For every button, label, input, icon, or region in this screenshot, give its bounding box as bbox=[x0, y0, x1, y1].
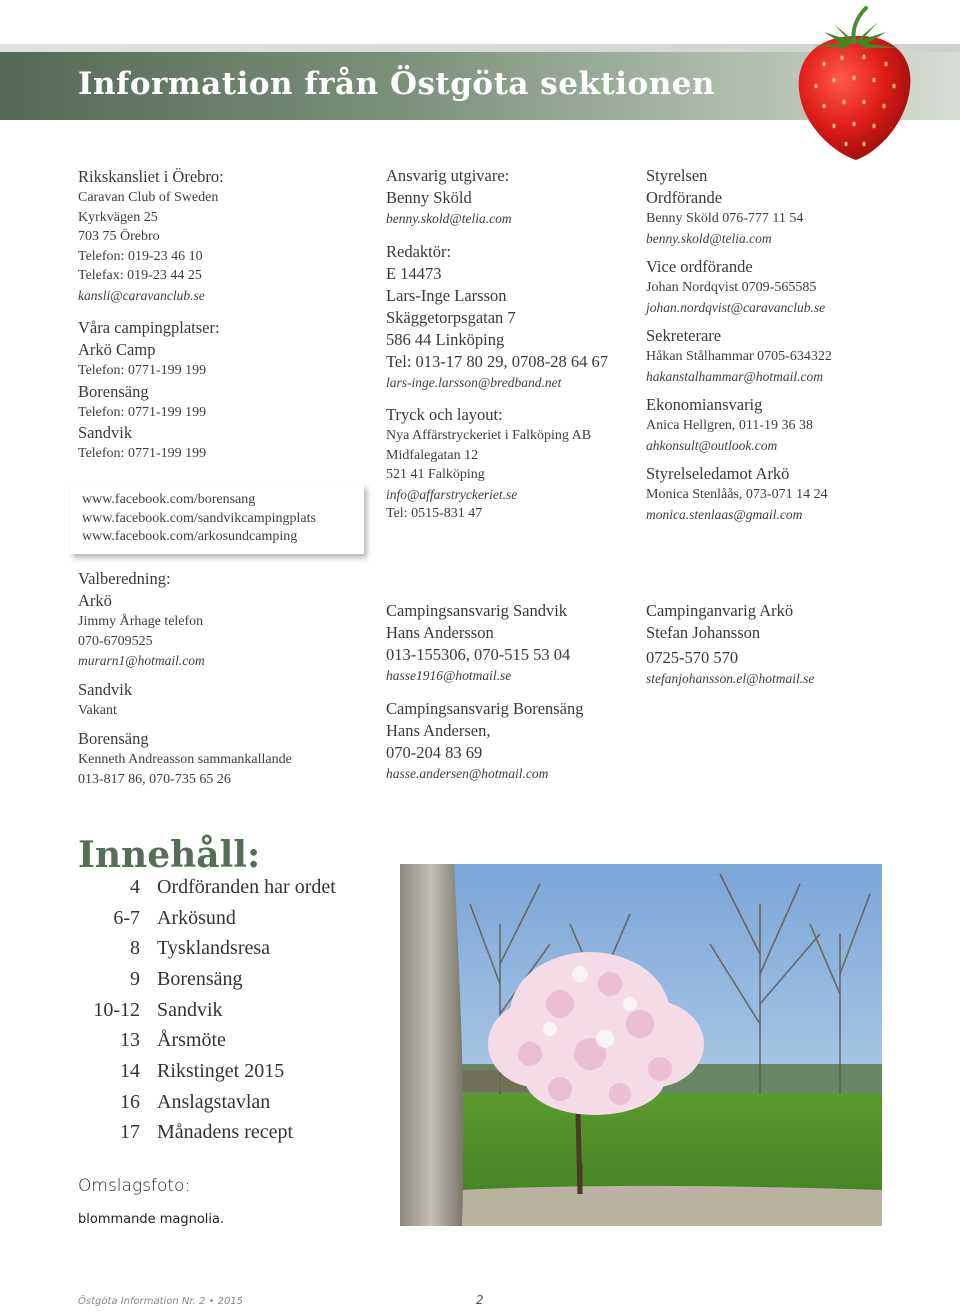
arko-contact-heading: Campinganvarig Arkö bbox=[646, 601, 794, 620]
toc-list bbox=[78, 872, 336, 1148]
board-email[interactable]: benny.skold@telia.com bbox=[646, 230, 772, 246]
rikskansliet-line: Telefon: 019-23 46 10 bbox=[78, 248, 203, 264]
redaktor-line: Skäggetorpsgatan 7 bbox=[386, 307, 516, 327]
toc-page: 4 bbox=[130, 875, 140, 898]
styrelsen-heading: Styrelsen bbox=[646, 166, 708, 185]
toc-text: Månadens recept bbox=[157, 1121, 294, 1144]
valberedning-section bbox=[78, 568, 368, 789]
middle-campsite-contacts bbox=[386, 600, 646, 783]
toc-item[interactable] bbox=[78, 1025, 336, 1056]
toc-item[interactable] bbox=[78, 872, 336, 903]
facebook-link[interactable]: www.facebook.com/borensang bbox=[82, 492, 256, 507]
rikskansliet-line: Caravan Club of Sweden bbox=[78, 190, 219, 205]
ansvarig-name: Benny Sköld bbox=[386, 188, 472, 207]
ansvarig-email[interactable]: benny.skold@telia.com bbox=[386, 211, 512, 226]
sandvik-contact-name: Hans Andersson bbox=[386, 623, 494, 642]
toc-item[interactable] bbox=[78, 1118, 336, 1149]
board-role: Sekreterare bbox=[646, 326, 722, 345]
arko-contact bbox=[646, 600, 936, 689]
toc-page: 16 bbox=[120, 1090, 140, 1113]
board-email[interactable]: monica.stenlaas@gmail.com bbox=[646, 506, 803, 522]
campsite-phone: Telefon: 0771-199 199 bbox=[78, 404, 207, 420]
arko-contact-name: Stefan Johansson bbox=[646, 623, 761, 642]
toc-page: 6-7 bbox=[113, 906, 140, 929]
campsite-name: Sandvik bbox=[78, 423, 133, 442]
valberedning-arko-name: Arkö bbox=[78, 591, 112, 610]
rikskansliet-email[interactable]: kansli@caravanclub.se bbox=[78, 287, 205, 303]
toc-text: Borensäng bbox=[157, 967, 243, 990]
board-role: Ordförande bbox=[646, 188, 723, 207]
left-column bbox=[78, 166, 368, 464]
toc-page: 10-12 bbox=[93, 998, 140, 1021]
board-role: Styrelseledamot Arkö bbox=[646, 464, 790, 483]
redaktor-line: E 14473 bbox=[386, 263, 442, 283]
page-number: 2 bbox=[476, 1293, 484, 1307]
tryck-email[interactable]: info@affarstryckeriet.se bbox=[386, 486, 518, 502]
toc-page: 9 bbox=[130, 967, 140, 990]
board-person: Monica Stenlåås, 073-071 14 24 bbox=[646, 487, 828, 502]
facebook-link[interactable]: www.facebook.com/arkosundcamping bbox=[82, 529, 298, 544]
magnolia-photo bbox=[400, 864, 882, 1226]
toc-item[interactable] bbox=[78, 1087, 336, 1118]
toc-text: Tysklandsresa bbox=[157, 937, 271, 960]
tryck-heading: Tryck och layout: bbox=[386, 405, 503, 424]
toc-text: Anslagstavlan bbox=[157, 1090, 271, 1113]
page-title: Information från Östgöta sektionen bbox=[78, 66, 716, 102]
toc-page: 14 bbox=[120, 1059, 140, 1082]
valberedning-sandvik-value: Vakant bbox=[78, 702, 117, 718]
valberedning-borensang-line: Kenneth Andreasson sammankallande bbox=[78, 752, 292, 767]
board-person: Johan Nordqvist 0709-565585 bbox=[646, 280, 817, 295]
valberedning-arko-line: Jimmy Århage telefon bbox=[78, 614, 204, 629]
toc-text: Sandvik bbox=[157, 998, 223, 1021]
board-email[interactable]: ahkonsult@outlook.com bbox=[646, 437, 778, 453]
board-person: Benny Sköld 076-777 11 54 bbox=[646, 211, 804, 226]
toc-text: Ordföranden har ordet bbox=[157, 875, 336, 898]
valberedning-borensang-name: Borensäng bbox=[78, 729, 149, 748]
valberedning-arko-line: 070-6709525 bbox=[78, 633, 153, 649]
toc-page: 13 bbox=[120, 1029, 140, 1052]
toc-text: Årsmöte bbox=[157, 1029, 226, 1052]
borensang-contact-phone: 070-204 83 69 bbox=[386, 742, 483, 762]
middle-column bbox=[386, 165, 636, 524]
ansvarig-heading: Ansvarig utgivare: bbox=[386, 166, 510, 185]
tryck-line: 521 41 Falköping bbox=[386, 467, 485, 482]
campsite-name: Borensäng bbox=[78, 381, 149, 401]
cover-photo-text: blommande magnolia. bbox=[78, 1212, 225, 1227]
facebook-link[interactable]: www.facebook.com/sandvikcampingplats bbox=[82, 510, 316, 526]
board-email[interactable]: hakanstalhammar@hotmail.com bbox=[646, 368, 824, 384]
cover-photo-label: Omslagsfoto: bbox=[78, 1176, 191, 1196]
redaktor-line: 586 44 Linköping bbox=[386, 329, 505, 349]
toc-item[interactable] bbox=[78, 903, 336, 934]
toc-page: 17 bbox=[120, 1121, 140, 1144]
strawberry-image bbox=[794, 2, 916, 164]
borensang-contact-name: Hans Andersen, bbox=[386, 720, 491, 740]
toc-text: Arkösund bbox=[157, 906, 236, 929]
borensang-contact-heading: Campingsansvarig Borensäng bbox=[386, 698, 584, 718]
toc-item[interactable] bbox=[78, 1056, 336, 1087]
arko-contact-phone: 0725-570 570 bbox=[646, 648, 739, 667]
tryck-tel: Tel: 0515-831 47 bbox=[386, 506, 483, 521]
right-column bbox=[646, 165, 946, 524]
valberedning-sandvik-name: Sandvik bbox=[78, 679, 133, 699]
rikskansliet-heading: Rikskansliet i Örebro: bbox=[78, 167, 224, 186]
tryck-line: Midfalegatan 12 bbox=[386, 447, 479, 463]
footer-text: Östgöta Information Nr. 2 • 2015 bbox=[78, 1296, 244, 1307]
tryck-line: Nya Affärstryckeriet i Falköping AB bbox=[386, 428, 592, 443]
rikskansliet-line: Kyrkvägen 25 bbox=[78, 209, 158, 225]
campsites-heading: Våra campingplatser: bbox=[78, 318, 220, 337]
campsite-phone: Telefon: 0771-199 199 bbox=[78, 363, 207, 378]
redaktor-line: Lars-Inge Larsson bbox=[386, 285, 507, 305]
toc-text: Rikstinget 2015 bbox=[157, 1059, 285, 1082]
toc-title: Innehåll: bbox=[78, 834, 261, 876]
valberedning-arko-email[interactable]: murarn1@hotmail.com bbox=[78, 653, 205, 668]
redaktor-line: Tel: 013-17 80 29, 0708-28 64 67 bbox=[386, 351, 609, 371]
toc-item[interactable] bbox=[78, 995, 336, 1026]
sandvik-contact-phone: 013-155306, 070-515 53 04 bbox=[386, 645, 571, 664]
valberedning-heading: Valberedning: bbox=[78, 569, 171, 588]
board-email[interactable]: johan.nordqvist@caravanclub.se bbox=[646, 299, 826, 315]
redaktor-heading: Redaktör: bbox=[386, 241, 452, 261]
valberedning-borensang-line: 013-817 86, 070-735 65 26 bbox=[78, 771, 231, 787]
campsite-name: Arkö Camp bbox=[78, 340, 156, 359]
sandvik-contact-email[interactable]: hasse1916@hotmail.se bbox=[386, 668, 512, 683]
redaktor-email[interactable]: lars-inge.larsson@bredband.net bbox=[386, 374, 562, 390]
toc-item[interactable] bbox=[78, 964, 336, 995]
board-role: Vice ordförande bbox=[646, 257, 753, 276]
rikskansliet-line: Telefax: 019-23 44 25 bbox=[78, 268, 202, 283]
sandvik-contact-heading: Campingsansvarig Sandvik bbox=[386, 601, 568, 620]
facebook-links-box bbox=[70, 484, 364, 554]
toc-item[interactable] bbox=[78, 933, 336, 964]
board-person: Anica Hellgren, 011-19 36 38 bbox=[646, 418, 814, 433]
arko-contact-email[interactable]: stefanjohansson.el@hotmail.se bbox=[646, 671, 815, 686]
board-person: Håkan Stålhammar 0705-634322 bbox=[646, 349, 832, 364]
toc-page: 8 bbox=[130, 937, 140, 960]
borensang-contact-email[interactable]: hasse.andersen@hotmail.com bbox=[386, 765, 549, 781]
rikskansliet-line: 703 75 Örebro bbox=[78, 229, 160, 244]
campsite-phone: Telefon: 0771-199 199 bbox=[78, 446, 207, 461]
board-role: Ekonomiansvarig bbox=[646, 395, 763, 414]
